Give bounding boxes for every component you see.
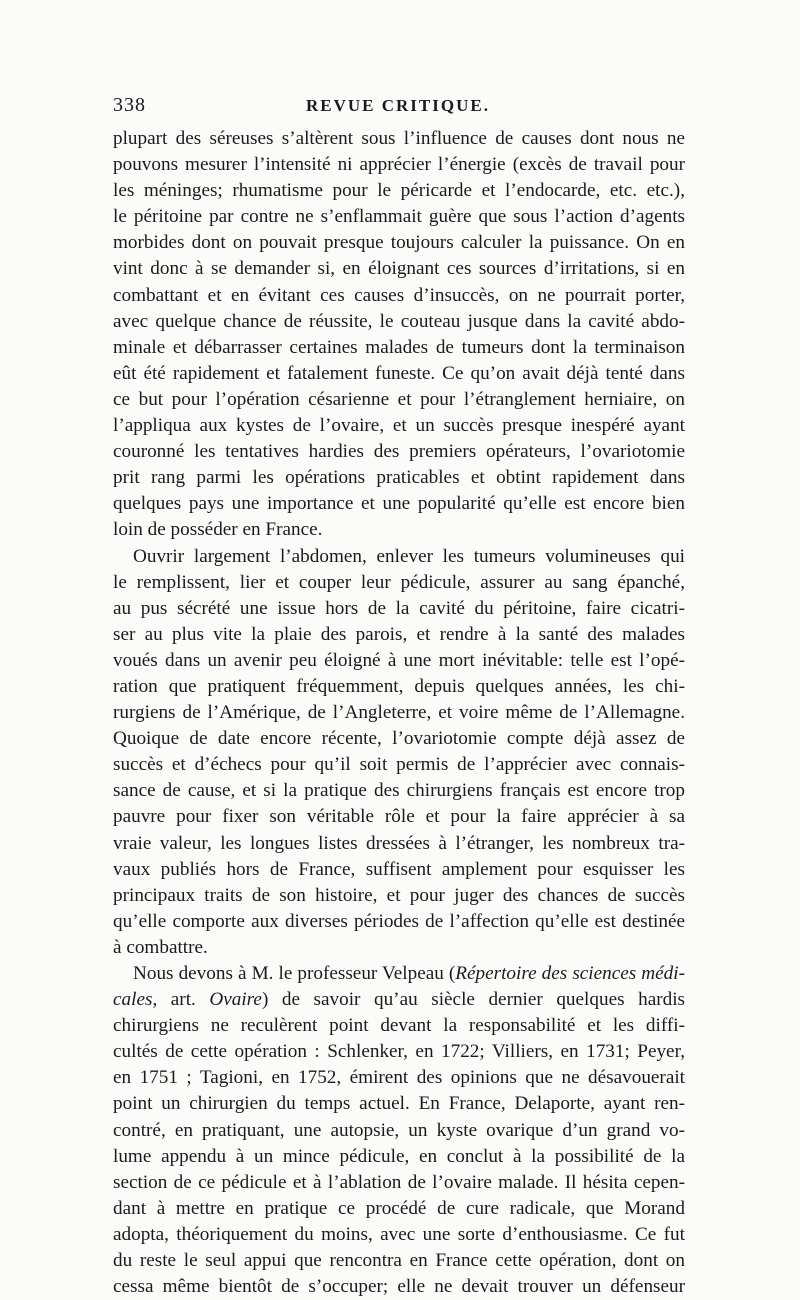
- text-line: rurgiens de l’Amérique, de l’Angleterre, et voire même de l’Allemagne.: [113, 702, 685, 724]
- text-line: les méninges; rhumatisme pour le péricarde et l’endocarde, etc. etc.),: [113, 180, 685, 202]
- text-line: en 1751 ; Tagioni, en 1752, émirent des opinions que ne désavouerait: [113, 1067, 685, 1089]
- text-line: section de ce pédicule et à l’ablation de l’ovaire malade. Il hésita cepen-: [113, 1171, 685, 1193]
- text-line: succès et d’échecs pour qu’il soit permis de l’apprécier avec connais-: [113, 754, 685, 776]
- text-line: sance de cause, et si la pratique des chirurgiens français est encore trop: [113, 780, 685, 802]
- running-head: REVUE CRITIQUE.: [306, 96, 490, 115]
- text-line: au pus sécrété une issue hors de la cavité du péritoine, faire cicatri-: [113, 597, 685, 619]
- text-line: prit rang parmi les opérations praticables et obtint rapidement dans: [113, 467, 685, 489]
- text-line: combattant et en évitant ces causes d’insuccès, on ne pourrait porter,: [113, 284, 685, 306]
- page-number: 338: [113, 94, 146, 116]
- text-line: principaux traits de son histoire, et pour juger des chances de succès: [113, 884, 685, 906]
- page-header: [113, 94, 683, 120]
- text-line: qu’elle comporte aux diverses périodes de l’affection qu’elle est destinée: [113, 910, 685, 932]
- text-line: vraie valeur, les longues listes dressées à l’étranger, les nombreux tra-: [113, 832, 685, 854]
- text-line: ration que pratiquent fréquemment, depuis quelques années, les chi-: [113, 675, 685, 697]
- text-line: pouvons mesurer l’intensité ni apprécier l’énergie (excès de travail pour: [113, 154, 685, 176]
- text-line: cales, art. Ovaire) de savoir qu’au siècle dernier quelques hardis: [113, 989, 685, 1011]
- text-line: quelques pays une importance et une popularité qu’elle est encore bien: [113, 493, 685, 515]
- text-line: minale et débarrasser certaines malades de tumeurs dont la terminaison: [113, 336, 685, 358]
- text-line: chirurgiens ne reculèrent point devant la responsabilité et les diffi-: [113, 1015, 685, 1037]
- text-line: vint donc à se demander si, en éloignant ces sources d’irritations, si en: [113, 258, 685, 280]
- text-line: avec quelque chance de réussite, le couteau jusque dans la cavité abdo-: [113, 310, 685, 332]
- text-line: eût été rapidement et fatalement funeste. Ce qu’on avait déjà tenté dans: [113, 362, 685, 384]
- text-line: pauvre pour fixer son véritable rôle et pour la faire apprécier à sa: [113, 806, 685, 828]
- text-line: couronné les tentatives hardies des premiers opérateurs, l’ovariotomie: [113, 441, 685, 463]
- text-line: loin de posséder en France.: [113, 519, 323, 541]
- text-line: contré, en pratiquant, une autopsie, un kyste ovarique d’un grand vo-: [113, 1119, 685, 1141]
- text-line: dant à mettre en pratique ce procédé de cure radicale, que Morand: [113, 1197, 685, 1219]
- body-text: [113, 126, 685, 1300]
- text-line: point un chirurgien du temps actuel. En France, Delaporte, ayant ren-: [113, 1093, 685, 1115]
- text-line: Nous devons à M. le professeur Velpeau (Répertoire des sciences médi-: [133, 963, 685, 984]
- text-line: l’appliqua aux kystes de l’ovaire, et un succès presque inespéré ayant: [113, 415, 685, 437]
- text-line: ce but pour l’opération césarienne et pour l’étranglement herniaire, on: [113, 388, 685, 410]
- text-line: ser au plus vite la plaie des parois, et rendre à la santé des malades: [113, 623, 685, 645]
- text-line: Quoique de date encore récente, l’ovariotomie compte déjà assez de: [113, 728, 685, 750]
- text-line: le péritoine par contre ne s’enflammait guère que sous l’action d’agents: [113, 206, 685, 228]
- text-line: cessa même bientôt de s’occuper; elle ne devait trouver un défenseur: [113, 1276, 685, 1298]
- text-line: à combattre.: [113, 936, 208, 958]
- text-line: du reste le seul appui que rencontra en France cette opération, dont on: [113, 1250, 685, 1272]
- text-line: le remplissent, lier et couper leur pédicule, assurer au sang épanché,: [113, 571, 685, 593]
- text-line: vaux publiés hors de France, suffisent amplement pour esquisser les: [113, 858, 685, 880]
- text-line: lume appendu à un mince pédicule, en conclut à la possibilité de la: [113, 1145, 685, 1167]
- text-line: adopta, théoriquement du moins, avec une sorte d’enthousiasme. Ce fut: [113, 1223, 685, 1245]
- text-line: plupart des séreuses s’altèrent sous l’influence de causes dont nous ne: [113, 128, 685, 149]
- text-line: cultés de cette opération : Schlenker, en 1722; Villiers, en 1731; Peyer,: [113, 1041, 685, 1063]
- text-line: Ouvrir largement l’abdomen, enlever les tumeurs volumineuses qui: [133, 545, 685, 567]
- text-line: voués dans un avenir peu éloigné à une mort inévitable: telle est l’opé-: [113, 649, 685, 671]
- text-line: morbides dont on pouvait presque toujours calculer la puissance. On en: [113, 232, 685, 254]
